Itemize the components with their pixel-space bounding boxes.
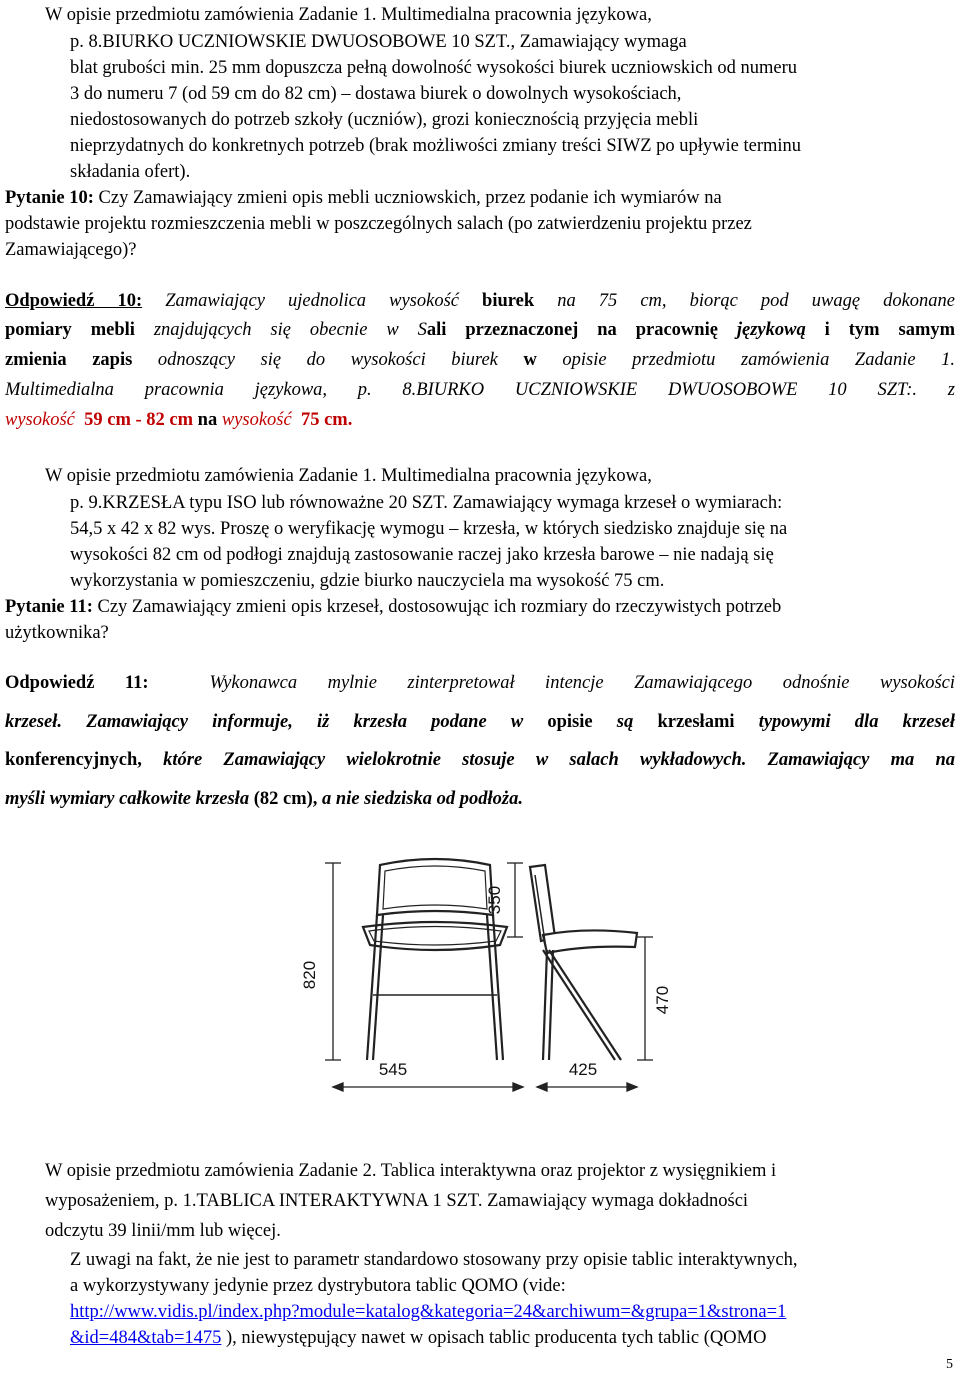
answer-11-line-3: konferencyjnych, które Zamawiający wielokrotnie stosuje w salach wykładowych. Zamawiający ma na [5,750,956,770]
section3-link-line: &id=484&tab=1475 ), niewystępujący nawet w opisach tablic producenta tych tablic (QOMO [70,1328,767,1348]
question-11-line-1: Pytanie 11: Czy Zamawiający zmieni opis krzeseł, dostosowując ich rozmiary do rzeczywistych potrzeb [5,597,782,617]
dim-545-label: 545 [378,1060,408,1079]
section3-para-line-1: Z uwagi na fakt, że nie jest to parametr standardowo stosowany przy opisie tablic interaktywnych, [70,1250,798,1270]
dim-470-label: 470 [653,985,672,1015]
section3-line-2: wyposażeniem, p. 1.TABLICA INTERAKTYWNA 1 SZT. Zamawiający wymaga dokładności [45,1191,749,1211]
section2-line-1: W opisie przedmiotu zamówienia Zadanie 1. Multimedialna pracownia językowa, [45,466,652,486]
section1-line-6: nieprzydatnych do konkretnych potrzeb (brak możliwości zmiany treści SIWZ po upływie terminu [70,136,802,156]
answer-10-line-5: wysokość 59 cm - 82 cm na wysokość 75 cm. [5,410,353,430]
question-11-line-2: użytkownika? [5,623,109,643]
question-10-line-1: Pytanie 10: Czy Zamawiający zmieni opis mebli uczniowskich, przez podanie ich wymiarów na [5,188,722,208]
chair-dimensions-figure [285,855,685,1115]
section3-line-1: W opisie przedmiotu zamówienia Zadanie 2. Tablica interaktywna oraz projektor z wysięgnikiem i [45,1161,777,1181]
section3-line-3: odczytu 39 linii/mm lub więcej. [45,1221,281,1241]
section3-para-line-2: a wykorzystywany jedynie przez dystrybutora tablic QOMO (vide: [70,1276,566,1296]
answer-11-line-2: krzeseł. Zamawiający informuje, iż krzesła podane w opisie są krzesłami typowymi dla krzeseł [5,712,956,732]
question-11-label: Pytanie 11: [5,597,93,617]
question-10-line-2: podstawie projektu rozmieszczenia mebli w poszczególnych salach (po zatwierdzeniu projektu przez [5,214,752,234]
section2-line-4: wysokości 82 cm od podłogi znajdują zastosowanie raczej jako krzesła barowe – nie nadają się [70,545,774,565]
vidis-link-continued[interactable]: &id=484&tab=1475 [70,1328,222,1348]
dim-350-label: 350 [485,885,504,915]
answer-11-label: Odpowiedź 11: [5,673,149,693]
section2-line-3: 54,5 x 42 x 82 wys. Proszę o weryfikację wymogu – krzesła, w których siedzisko znajduje się na [70,519,788,539]
dim-425-label: 425 [568,1060,598,1079]
answer-11-line-4: myśli wymiary całkowite krzesła (82 cm), a nie siedziska od podłoża. [5,789,523,809]
question-10-label: Pytanie 10: [5,188,94,208]
section2-line-5: wykorzystania w pomieszczeniu, gdzie biurko nauczyciela ma wysokość 75 cm. [70,571,665,591]
dim-820-label: 820 [300,960,319,990]
section1-line-7: składania ofert). [70,162,191,182]
vidis-link[interactable]: http://www.vidis.pl/index.php?module=katalog&kategoria=24&archiwum=&grupa=1&strona=1 [70,1302,787,1322]
answer-10-label: Odpowiedź 10: [5,291,143,311]
question-10-line-3: Zamawiającego)? [5,240,137,260]
section1-line-2: p. 8.BIURKO UCZNIOWSKIE DWUOSOBOWE 10 SZT., Zamawiający wymaga [70,32,687,52]
section2-line-2: p. 9.KRZESŁA typu ISO lub równoważne 20 SZT. Zamawiający wymaga krzeseł o wymiarach: [70,493,783,513]
section1-line-4: 3 do numeru 7 (od 59 cm do 82 cm) – dostawa biurek o dowolnych wysokościach, [70,84,682,104]
section1-line-3: blat grubości min. 25 mm dopuszcza pełną dowolność wysokości biurek uczniowskich od numeru [70,58,798,78]
answer-10-line-1: Odpowiedź 10: Zamawiający ujednolica wysokość biurek na 75 cm, biorąc pod uwagę dokonane [5,291,956,311]
section1-line-5: niedostosowanych do potrzeb szkoły (uczniów), grozi koniecznością przyjęcia mebli [70,110,699,130]
chair-front-backrest [377,859,493,915]
page-number: 5 [946,1357,953,1372]
answer-11-line-1: Odpowiedź 11: Wykonawca mylnie zinterpretował intencje Zamawiającego odnośnie wysokości [5,673,955,693]
answer-10-line-2: pomiary mebli znajdujących się obecnie w Sali przeznaczonej na pracownię językową i tym samym [5,320,956,340]
section1-line-1: W opisie przedmiotu zamówienia Zadanie 1. Multimedialna pracownia językowa, [45,5,652,25]
answer-10-line-4: Multimedialna pracownia językowa, p. 8.BIURKO UCZNIOWSKIE DWUOSOBOWE 10 SZT:. z [5,380,955,400]
chair-side-seat [543,930,637,953]
answer-10-line-3: zmienia zapis odnoszący się do wysokości biurek w opisie przedmiotu zamówienia Zadanie 1. [5,350,956,370]
